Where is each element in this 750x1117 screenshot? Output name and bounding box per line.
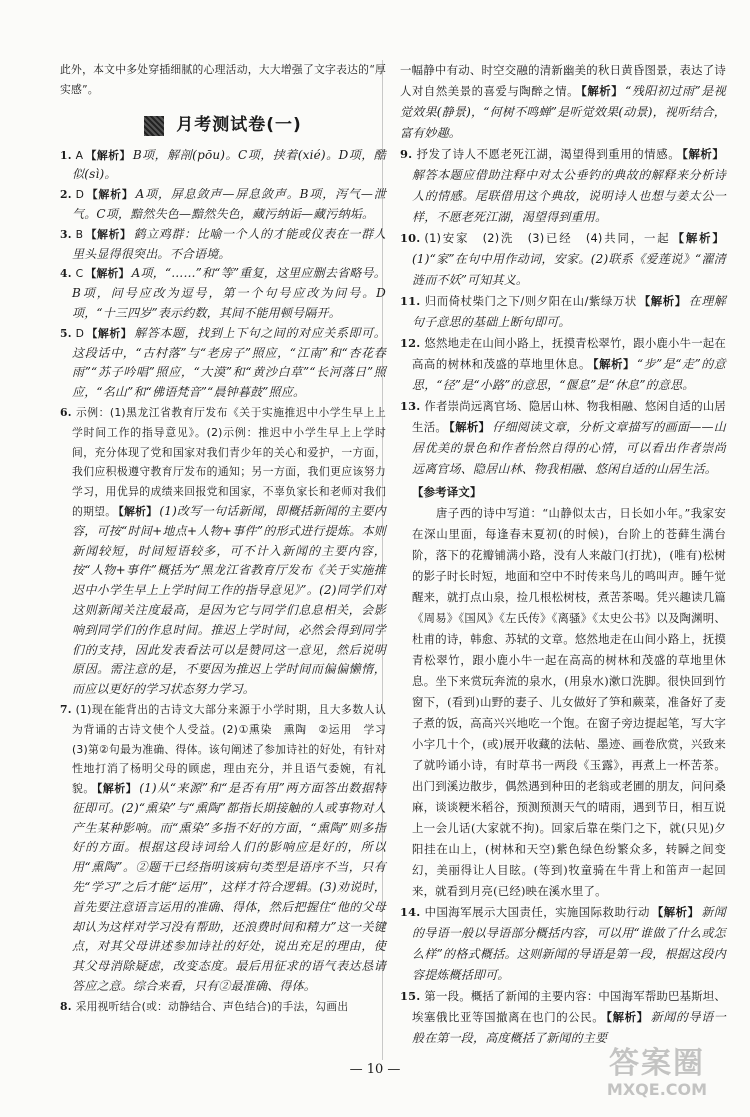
answer-text: 抒发了诗人不愿老死江湖，渴望得到重用的情感。	[416, 147, 681, 161]
question-number: 9.	[400, 147, 413, 161]
analysis-text: 新闻的导语一般以导语部分概括内容，可以用“谁做了什么或怎么样”的格式概括。这则新闻的导语是第一段，根据这段内容提炼概括即可。	[412, 905, 726, 982]
analysis-tag: 【解析】	[606, 1010, 649, 1024]
analysis-text: (1)从“来源”和“是否有用”两方面答出数据特征即可。(2)“熏染”与“熏陶”都指长期接触的人或事物对人产生某种影响。而“熏染”多指不好的方面，“熏陶”则多指好的方面。根据这段诗词给人们的影响应是好的，所以用“熏陶”。②题干已经指明该病句类型是语序不当，只有先“学习”之后才能“运用”，这样才符合逻辑。(3)劝说时，首先要注意语言运用的准确、得体，然后把握住“他的父母却认为这样对学习没有帮助，还浪费时间和精力”这一关键点，对其父母讲述参加诗社的好处，说出充足的理由，使其父母消除疑虑，改变态度。最后用征求的语气表达恳请答应之意。综合来看，只有②最准确、得体。	[72, 781, 387, 994]
analysis-text: 新闻的导语一般在第一段，高度概括了新闻的主要	[412, 1010, 726, 1045]
analysis-tag: 【解析】	[672, 231, 724, 245]
answer-item	[60, 225, 386, 265]
analysis-tag: 【解析】	[85, 148, 131, 162]
answer-list	[400, 902, 726, 1049]
answer-item	[60, 324, 386, 403]
analysis-tag: 【解析】	[682, 147, 724, 161]
answer-item	[400, 228, 726, 291]
analysis-text: (1)“家”在句中用作动词，安家。(2)联系《爱莲说》“濯清涟而不妖”可知其义。	[412, 252, 726, 287]
answer-item	[400, 986, 726, 1049]
answer-text: 采用视听结合(或：动静结合、声色结合)的手法，勾画出	[75, 999, 349, 1013]
question-number: 8.	[60, 999, 72, 1013]
question-number: 12.	[400, 336, 421, 350]
question-number: 3.	[60, 227, 72, 241]
question-number: 1.	[60, 148, 72, 162]
question-number: 10.	[400, 231, 421, 245]
watermark-text: 答案圈	[609, 1046, 705, 1081]
answer-item	[60, 146, 386, 186]
analysis-tag: 【解析】	[86, 326, 133, 340]
analysis-text: B项，解剖(pōu)。C项，挟着(xié)。D项，酷似(sì)。	[72, 147, 386, 182]
square-icon	[144, 116, 164, 136]
question-number: 11.	[400, 294, 421, 308]
analysis-text: 解答本题，找到上下句之间的对应关系即可。这段话中，“古村落”与“老房子”照应，“江南”和“杏花春雨”“苏子吟唱”照应，“大漠”和“黄沙白草”“长河落日”照应，“名山”和“佛语梵音”“晨钟暮鼓”照应。	[72, 325, 386, 400]
answer-text: C	[75, 267, 84, 281]
question-number: 13.	[400, 399, 421, 413]
answer-item	[400, 291, 726, 333]
question-number: 2.	[60, 188, 72, 202]
answer-list	[400, 144, 726, 480]
intro-paragraph: 此外，本文中多处穿插细腻的心理活动，大大增强了文字表达的“厚实感”。	[60, 63, 386, 96]
analysis-text: A项，“……”和“等”重复，这里应删去省略号。B项，问号应改为逗号，第一个句号应改为问号。D项，“十三四岁”表示约数，其间不能用顿号隔开。	[72, 266, 386, 320]
answer-item	[60, 185, 386, 225]
analysis-text: 解答本题应借助注释中对太公垂钓的典故的解释来分析诗人的情感。尾联借用这个典故，说明诗人也想与姜太公一样，不愿老死江湖，渴望得到重用。	[412, 168, 726, 224]
answer-text: 中国海军展示大国责任，实施国际救助行动	[424, 905, 650, 919]
answer-text: (1)现在能背出的古诗文大部分来源于小学时期，且大多数人认为背诵的古诗文使个人受益。(2)①熏染 熏陶 ②运用 学习 (3)第②句最为准确、得体。该句阐述了参加诗社的好处，有针对性地打消了杨明父母的顾虑，理由充分，并且语气委婉，有礼貌。	[72, 702, 397, 796]
analysis-text: 鹤立鸡群：比喻一个人的才能或仪表在一群人里头显得很突出。不合语境。	[72, 226, 386, 261]
answer-item	[400, 902, 726, 986]
answer-text: 悠然地走在山间小路上，抚摸青松翠竹，跟小鹿小牛一起在高高的树林和茂盛的草地里休息。	[412, 336, 726, 371]
analysis-tag: 【解析】	[651, 905, 700, 919]
analysis-tag: 【解析】	[85, 227, 132, 241]
answer-text: (1)安家 (2)洗 (3)已经 (4)共同，一起	[424, 231, 671, 245]
answer-text: D	[75, 188, 85, 202]
analysis-text: 在理解句子意思的基础上断句即可。	[412, 294, 726, 329]
translation-title: 【参考译文】	[412, 485, 482, 499]
analysis-tag: 【解析】	[96, 782, 138, 796]
analysis-tag: 【解析】	[118, 504, 158, 518]
analysis-tag: 【解析】	[449, 420, 491, 434]
analysis-tag: 【解析】	[592, 357, 635, 371]
page-title: 月考测试卷(一)	[176, 114, 302, 135]
answer-text: A	[75, 148, 84, 162]
answer-item	[400, 333, 726, 396]
question-number: 15.	[400, 989, 421, 1003]
question-number: 4.	[60, 267, 72, 281]
analysis-tag: 【解析】	[638, 294, 687, 308]
answer-text: B	[75, 227, 84, 241]
answer-text: 归而倚杖柴门之下/则夕阳在山/紫绿万状	[424, 294, 637, 308]
watermark-url: MXQE.COM	[606, 1080, 708, 1099]
answer-item	[60, 264, 386, 323]
analysis-text: 仔细阅读文章，分析文章描写的画面——山居优美的景色和作者怡然自得的心情，可以看出作者崇尚远离官场、隐居山林、物我相融、悠闲自适的山居生活。	[412, 420, 726, 476]
answer-item	[400, 144, 726, 228]
watermark-logo	[582, 1047, 732, 1103]
answer-text: 作者崇尚远离官场、隐居山林、物我相融、悠闲自适的山居生活。	[412, 399, 726, 434]
translation-text	[400, 503, 726, 902]
question-number: 5.	[60, 326, 72, 340]
left-column	[60, 60, 397, 1017]
analysis-text: A项，屏息敛声—屏息敛声。B项，泻气—泄气。C项，黯然失色—黯然失色，藏污纳诟—藏污纳垢。	[72, 187, 386, 221]
answer-item	[400, 396, 726, 480]
page-number: — 10 —	[349, 1062, 401, 1077]
right-column	[400, 60, 726, 1049]
analysis-text: “步”是“走”的意思，“径”是“小路”的意思，“偃息”是“休息”的意思。	[412, 357, 726, 392]
analysis-tag: 【解析】	[86, 188, 134, 202]
question-number: 14.	[400, 905, 421, 919]
question-number: 7.	[60, 702, 72, 716]
answer-item	[60, 997, 386, 1017]
section-heading	[60, 116, 386, 136]
answer-list	[60, 146, 397, 1017]
answer-text: D	[75, 326, 85, 340]
analysis-tag: 【解析】	[85, 267, 130, 281]
answer-text: 第一段。概括了新闻的主要内容：中国海军帮助巴基斯坦、埃塞俄比亚等国撤离在也门的公民。	[412, 989, 726, 1024]
analysis-text: (1)改写一句话新闻，即概括新闻的主要内容，可按“时间+地点+人物+事件”的形式进行提炼。本则新闻较短，时间短语较多，可不计入新闻的主要内容，按“人物+事件”概括为“黑龙江省教育厅发布《关于实施推迟中小学生早上上学时间工作的指导意见》”。(2)同学们对这则新闻关注度最高，是因为它与同学们息息相关，会影响到同学们的作息时间。推迟上学时间，必然会得到同学们的支持，因此发表看法可以是赞同这一意见，然后说明原因。需注意的是，不要因为推迟上学时间而偏偏懒惰，而应以更好的学习状态努力学习。	[72, 503, 386, 697]
continued-answer: 一幅静中有动、时空交融的清新幽美的秋日黄昏图景，表达了诗人对自然美景的喜爱与陶醉之情。 【解析】 “残阳初过雨”是视觉效果(静景)，“何树不鸣蝉”是听觉效果(动景)，视听结合，富有妙趣。	[400, 63, 726, 140]
answer-text: 示例：(1)黑龙江省教育厅发布《关于实施推迟中小学生早上上学时间工作的指导意见》。(2)示例：推迟中小学生早上上学时间，充分体现了党和国家对我们青少年的关心和爱护，一方面，我们应积极遵守教育厅发布的通知；另一方面，我们更应该努力学习，用优异的成绩来回报党和国家，不辜负家长和老师对我们的期望。	[72, 405, 386, 518]
translation-paragraph: 唐子西的诗中写道：“山静似太古，日长如小年。”我家安在深山里面，每逢春末夏初(的时候)，台阶上的苍藓生满台阶，落下的花瓣铺满小路，没有人来敲门(打扰)，(唯有)松树的影子时长时短，地面和空中不时传来鸟儿的鸣叫声。睡午觉醒来，就打点山泉，捡几根松树枝，煮苦茶喝。凭兴趣读几篇《周易》《国风》《左氏传》《离骚》《太史公书》以及陶渊明、杜甫的诗，韩愈、苏轼的文章。悠然地走在山间小路上，抚摸青松翠竹，跟小鹿小牛一起在高高的树林和茂盛的草地里休息。坐下来赏玩奔流的泉水，(用泉水)漱口洗脚。很快回到竹窗下，(看到)山野的妻子、儿女做好了笋和蕨菜，准备好了麦子煮的饭，高高兴兴地吃一个饱。在窗子旁边提起笔，写大字小字几十个，(或)展开收藏的法帖、墨迹、画卷欣赏，兴致来了就吟诵小诗，有时草书一两段《玉露》，再煮上一杯苦茶。出门到溪边散步，偶然遇到种田的老翁或老圃的朋友，问问桑麻，谈谈粳米稻谷，预测预测天气的晴雨，遇到节日，相互说上一会儿话(大家就不拘)。回家后靠在柴门之下，就(只见)夕阳挂在山上，(树林和天空)紫色绿色纷繁众多，转瞬之间变幻，美丽得让人目眩。(等到)牧童骑在牛背上和笛声一起回来，就看到月亮(已经)映在溪水里了。	[412, 506, 726, 898]
answer-item	[60, 403, 386, 700]
question-number: 6.	[60, 405, 72, 419]
answer-item	[60, 700, 397, 997]
